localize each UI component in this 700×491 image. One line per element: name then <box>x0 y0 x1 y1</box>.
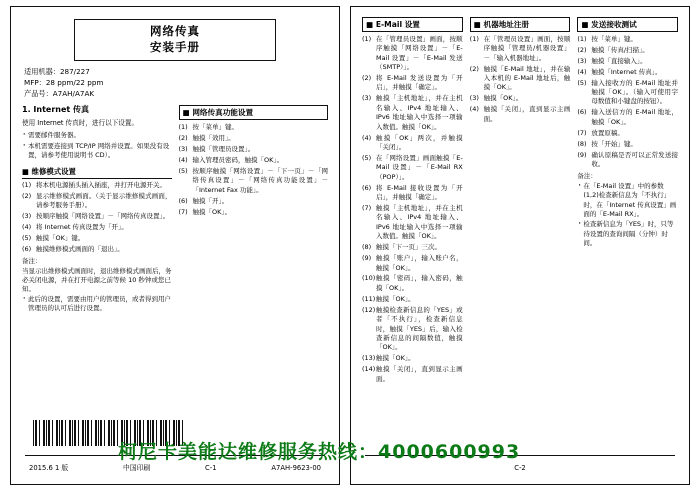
step-text: 确认原稿是否可以正常发送接收。 <box>591 150 679 168</box>
step-number: (3) <box>577 56 587 65</box>
left-sheet-content <box>15 11 335 480</box>
section-email-setting-heading: ■ E-Mail 设置 <box>362 17 463 32</box>
list-item: · 检查新信息为「YES」时，只等待设置的查询间隔（分钟）时间。 <box>577 220 678 248</box>
list-item <box>22 212 172 221</box>
step-number: (2) <box>362 74 372 83</box>
step-number: (7) <box>577 128 587 137</box>
list-item <box>362 204 463 242</box>
step-number: (2) <box>22 191 32 200</box>
left-two-columns <box>22 105 328 316</box>
list-item <box>577 35 678 44</box>
step-number: (5) <box>577 78 587 87</box>
step-number: (9) <box>577 150 587 159</box>
service-mode-heading: ■ 维修模式设置 <box>22 166 172 179</box>
step-text: 触摸「OK」。 <box>376 354 415 363</box>
left-column-2 <box>179 105 329 316</box>
step-text: 触摸「主机地址」，并在主机名输入、IPv4 地址输入、IPv6 地址输入中选择一项输入数值。触摸「OK」。 <box>376 204 463 241</box>
list-item <box>362 74 463 93</box>
step-number: (4) <box>362 133 372 142</box>
section-internet-fax-heading: 1. Internet 传真 <box>22 105 89 115</box>
step-text: 按「菜单」键。 <box>591 34 637 43</box>
list-item <box>22 181 172 190</box>
right-sheet-content <box>355 11 685 480</box>
list-item <box>179 123 329 132</box>
step-text: 输入接收方的 E-Mail 地址并触摸「OK」。（输入可使用字母数值和小键盘的按钮）。 <box>591 78 679 106</box>
meta-line-0: 适用机器：287/227 <box>24 67 90 77</box>
list-item <box>362 295 463 304</box>
step-text: 触摸「关闭」，直到显示主画面。 <box>483 105 571 123</box>
list-item <box>179 145 329 154</box>
meta-line-2: 产品号：A7AH/A7AK <box>24 88 95 98</box>
step-text: 触摸「下一页」三次。 <box>376 243 441 252</box>
footer-doc-code: A7AH-9623-00 <box>271 464 321 472</box>
step-text: 按顺序触摸「网络设置」－「网络传真设置」。 <box>36 211 170 220</box>
list-item <box>22 234 172 243</box>
list-item <box>577 68 678 77</box>
left-note <box>22 257 172 314</box>
footer-page-number: C-1 <box>205 464 217 472</box>
list-item: · 本机需要连接到 TCP/IP 网络并设置。如果没有设置，请参考使用说明书 CD）。 <box>22 142 172 161</box>
step-number: (3) <box>178 145 188 154</box>
list-item <box>362 94 463 132</box>
right-column-3 <box>577 17 678 387</box>
right-footer <box>355 464 685 472</box>
list-item <box>22 223 172 232</box>
list-item: · 在「E-Mail 设置」中的参数(1,2)检查新信息为「不执行」时，在「Internet 传真设置」画面的「E-Mail RX」。 <box>577 182 678 220</box>
list-item <box>577 140 678 149</box>
list-item <box>470 105 571 124</box>
manual-title-line2: 安装手册 <box>150 39 200 54</box>
footer-print: 中国印刷 <box>123 464 151 472</box>
step-number: (2) <box>469 64 479 73</box>
list-item <box>577 79 678 107</box>
right-three-columns <box>362 17 678 387</box>
list-item <box>362 254 463 273</box>
step-text: 触摸「效用」。 <box>192 134 235 143</box>
step-text: 将 E-Mail 发送设置为「开启」，并触摸「确定」。 <box>376 74 463 92</box>
list-item <box>470 35 571 63</box>
step-number: (6) <box>577 108 587 117</box>
step-number: (6) <box>362 183 372 192</box>
footer-date: 2015.6 1 版 <box>29 464 69 472</box>
right-note <box>577 172 678 248</box>
list-item <box>362 274 463 293</box>
list-item <box>362 306 463 353</box>
step-text: 触摸「OK」。 <box>376 294 415 303</box>
left-column-1 <box>22 105 172 316</box>
step-number: (14) <box>362 365 376 374</box>
step-text: 触摸「主机地址」，并在主机名输入、IPv4 地址输入、IPv6 地址输入中选择一项输入数值。触摸「OK」。 <box>376 94 463 131</box>
step-text: 输入管理员密码，触摸「OK」。 <box>192 156 284 165</box>
send-test-steps <box>577 35 678 169</box>
meta-line-1: MFP：28 ppm/22 ppm <box>24 77 104 87</box>
step-text: 将本机电源插头插入插座，并打开电源开关。 <box>36 180 166 189</box>
note-bullets <box>577 182 678 249</box>
section-internet-fax-bullets <box>22 131 172 160</box>
list-item <box>362 365 463 384</box>
list-item <box>179 197 329 206</box>
list-item <box>179 134 329 143</box>
list-item <box>362 184 463 203</box>
step-number: (8) <box>577 139 587 148</box>
list-item <box>577 151 678 170</box>
list-item <box>470 94 571 103</box>
step-number: (10) <box>362 274 376 283</box>
step-number: (13) <box>362 354 376 363</box>
step-text: 在「管理员设置」画面，按顺序触摸「网络设置」－「E-Mail 设置」－「E-Mail 发送（SMTP）」。 <box>376 34 463 72</box>
list-item <box>362 243 463 252</box>
step-number: (5) <box>22 233 32 242</box>
right-column-2 <box>470 17 571 387</box>
list-item <box>577 57 678 66</box>
note-title: 备注： <box>577 172 597 181</box>
step-number: (4) <box>577 67 587 76</box>
step-number: (3) <box>22 211 32 220</box>
step-number: (1) <box>178 123 188 132</box>
step-text: 触摸「开」。 <box>192 196 229 205</box>
list-item <box>577 129 678 138</box>
right-sheet <box>350 6 690 485</box>
step-number: (8) <box>362 243 372 252</box>
step-number: (5) <box>178 166 188 175</box>
section-fax-function-heading: ■ 网络传真功能设置 <box>179 105 329 120</box>
step-text: 放置原稿。 <box>591 128 624 137</box>
list-item <box>362 134 463 153</box>
manual-title-line1: 网络传真 <box>150 24 200 38</box>
footer-page-number-right: C-2 <box>514 464 526 472</box>
step-number: (3) <box>362 94 372 103</box>
address-register-steps <box>470 35 571 124</box>
section-internet-fax-intro: 使用 Internet 传真时，进行以下设置。 <box>22 118 139 127</box>
step-text: 触摸「E-Mail 地址」，并在输入本机的 E-Mail 地址后，触摸「OK」。 <box>483 64 571 92</box>
email-setting-steps <box>362 35 463 384</box>
step-number: (2) <box>577 45 587 54</box>
list-item <box>577 46 678 55</box>
step-text: 触摸「关闭」，直到显示主画面。 <box>376 365 463 383</box>
step-text: 触摸「OK」。 <box>483 94 523 103</box>
list-item: · 需要邮件服务器。 <box>22 131 172 140</box>
step-number: (1) <box>362 34 372 43</box>
step-text: 输入送信方的 E-Mail 地址，触摸「OK」。 <box>591 108 679 126</box>
note-bullets <box>22 295 172 314</box>
step-text: 在「网络设置」画面触摸「E-Mail 设置」－「E-Mail RX（POP）」。 <box>376 153 463 181</box>
note-body: 当显示出维修模式画面时，退出维修模式画面后，务必关闭电源，并在打开电源之前等候 10 秒钟或您已知。 <box>22 266 172 294</box>
list-item <box>470 65 571 93</box>
step-text: 触摸「账户」，输入账户名，触摸「OK」。 <box>376 254 463 272</box>
step-text: 按顺序触摸「网络设置」－「下一页」－「网络传真设置」－「网络传真功能设置」－「Internet Fax 功能」。 <box>192 166 328 194</box>
manual-title-box <box>74 19 276 61</box>
step-text: 触摸「传真/扫描」。 <box>591 45 649 54</box>
section-send-test-heading: ■ 发送接收测试 <box>577 17 678 32</box>
step-number: (6) <box>178 196 188 205</box>
list-item <box>22 192 172 211</box>
step-text: 触摸「直接输入」。 <box>591 56 647 65</box>
step-number: (11) <box>362 294 376 303</box>
step-text: 将 Internet 传真设置为「开」。 <box>36 222 128 231</box>
service-mode-steps <box>22 181 172 254</box>
step-number: (1) <box>577 34 587 43</box>
step-number: (4) <box>469 105 479 114</box>
step-number: (4) <box>22 222 32 231</box>
step-text: 将 E-Mail 接收设置为「开启」，并触摸「确定」。 <box>376 183 463 202</box>
step-text: 触摸「密码」，输入密码，触摸「OK」。 <box>376 274 463 292</box>
section-address-register-heading: ■ 机器地址注册 <box>470 17 571 32</box>
step-text: 触摸「OK」。 <box>192 207 232 216</box>
list-item <box>179 156 329 165</box>
step-text: 触摸「OK」键。 <box>36 233 85 242</box>
step-text: 触摸「OK」两次，并触摸「关闭」。 <box>376 133 463 151</box>
step-number: (3) <box>469 94 479 103</box>
step-text: 按「菜单」键。 <box>192 123 238 132</box>
step-number: (1) <box>469 34 479 43</box>
machine-meta <box>24 67 328 99</box>
step-text: 在「管理员设置」画面，按顺序触摸「管理员/机器设置」－「输入机器地址」。 <box>483 34 571 62</box>
step-text: 按「开始」键。 <box>591 139 637 148</box>
step-number: (7) <box>362 204 372 213</box>
step-number: (9) <box>362 254 372 263</box>
step-number: (12) <box>362 305 376 314</box>
step-number: (6) <box>22 244 32 253</box>
step-text: 触摸「Internet 传真」。 <box>591 67 662 76</box>
list-item <box>22 245 172 254</box>
note-title: 备注： <box>22 257 42 266</box>
fax-function-steps <box>179 123 329 217</box>
list-item <box>362 154 463 182</box>
step-text: 触摸维修模式画面的「退出」。 <box>36 244 124 253</box>
list-item <box>179 208 329 217</box>
service-hotline-overlay: 柯尼卡美能达维修服务热线：4000600993 <box>118 441 521 463</box>
list-item <box>577 108 678 127</box>
list-item <box>362 35 463 73</box>
step-text: 触摸检查新信息的「YES」或者「不执行」，检查新信息时，触摸「YES」后，输入检查新信息的间隔数值，触摸「OK」。 <box>376 305 463 352</box>
step-number: (4) <box>178 156 188 165</box>
step-text: 显示维修模式画面。（关于显示维修模式画面，请参考服务手册）。 <box>36 191 172 209</box>
right-column-1 <box>362 17 463 387</box>
step-number: (7) <box>178 207 188 216</box>
step-number: (5) <box>362 153 372 162</box>
left-sheet <box>10 6 340 485</box>
step-number: (2) <box>178 134 188 143</box>
list-item: · 此后的设置，需要由用户的管理员，或者得到用户管理员的认可后进行设置。 <box>22 295 172 314</box>
step-number: (1) <box>22 180 32 189</box>
list-item <box>179 167 329 195</box>
step-text: 触摸「管理员设置」。 <box>192 145 255 154</box>
list-item <box>362 354 463 363</box>
